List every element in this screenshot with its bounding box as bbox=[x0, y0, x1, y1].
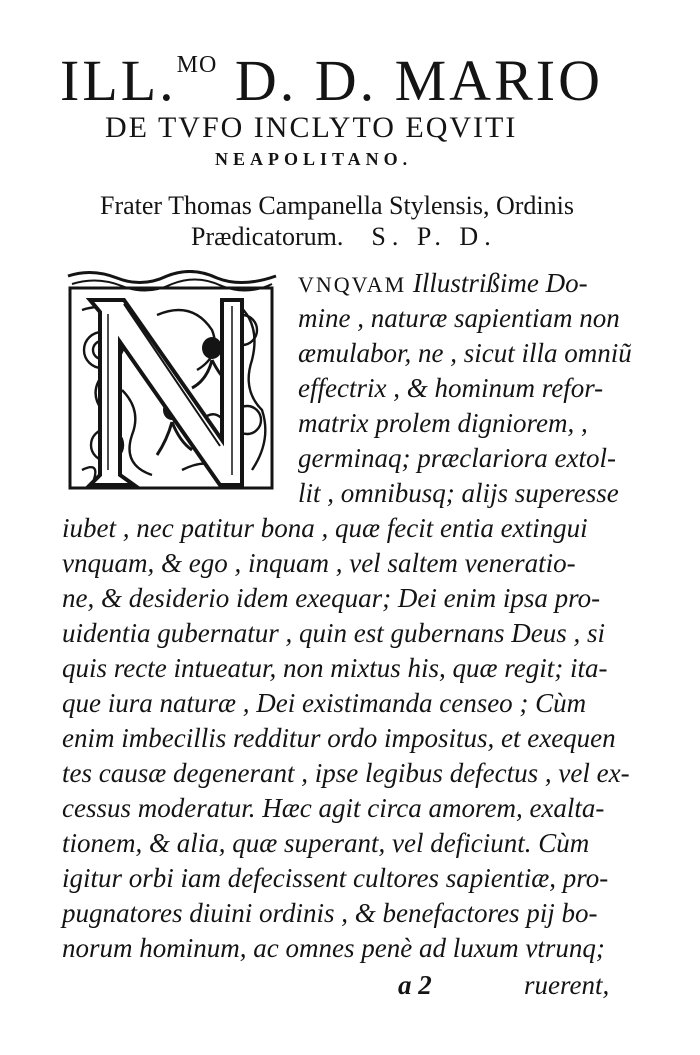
body-line-01 bbox=[298, 270, 588, 297]
salutation-line1: Frater Thomas Campanella Stylensis, Ordinis bbox=[100, 191, 574, 220]
body-line-08: iubet , nec patitur bona , quæ fecit entia extingui bbox=[62, 513, 588, 543]
title-superscript: MO bbox=[176, 52, 218, 78]
body-line-19: pugnatores diuini ordinis , & benefactores pij bo- bbox=[62, 898, 598, 928]
catchword: ruerent, bbox=[524, 970, 610, 1000]
body-line-18: igitur orbi iam defecissent cultores sapientiæ, pro- bbox=[62, 863, 609, 893]
body-line-14: enim imbecillis redditur ordo impositus, et exequen bbox=[62, 723, 616, 753]
body-line-12: quis recte intueatur, non mixtus his, quæ regit; ita- bbox=[62, 653, 608, 683]
body-line-05: matrix prolem digniorem, , bbox=[298, 408, 588, 438]
body-line-11: uidentia gubernatur , quin est gubernans Deus , si bbox=[62, 618, 605, 648]
incipit-rest: Illustrißime Do- bbox=[406, 268, 588, 298]
body-line-13: que iura naturæ , Dei existimanda censeo ; Cùm bbox=[62, 688, 587, 718]
body-line-10: ne, & desiderio idem exequar; Dei enim ipsa pro- bbox=[62, 583, 601, 613]
body-line-16: cessus moderatur. Hæc agit circa amorem, exalta- bbox=[62, 793, 605, 823]
body-line-09: vnquam, & ego , inquam , vel saltem veneratio- bbox=[62, 548, 576, 578]
salutation-spd: S. P. D. bbox=[371, 222, 497, 251]
salutation-order: Prædicatorum. bbox=[191, 222, 344, 251]
dedication-title-line3: NEAPOLITANO. bbox=[215, 149, 413, 169]
dedication-title-line1 bbox=[60, 48, 603, 113]
signature-mark: a 2 bbox=[398, 970, 432, 1000]
decorated-initial-icon bbox=[62, 270, 282, 495]
body-line-06: germinaq; præclariora extol- bbox=[298, 443, 616, 473]
title-ill: ILL. bbox=[60, 48, 177, 113]
body-line-20: norum hominum, ac omnes penè ad luxum vtrunq; bbox=[62, 933, 605, 963]
incipit-caps: VNQVAM bbox=[298, 272, 407, 297]
body-line-15: tes causæ degenerant , ipse legibus defectus , vel ex- bbox=[62, 758, 630, 788]
body-line-07: lit , omnibusq; alijs superesse bbox=[298, 478, 619, 508]
body-line-02: mine , naturæ sapientiam non bbox=[298, 303, 620, 333]
salutation-line2 bbox=[191, 224, 497, 250]
body-line-04: effectrix , & hominum refor- bbox=[298, 373, 604, 403]
body-line-03: æmulabor, ne , sicut illa omniũ bbox=[298, 338, 632, 368]
dedication-title-line2: DE TVFO INCLYTO EQVITI bbox=[105, 111, 518, 144]
title-name: D. D. MARIO bbox=[234, 48, 603, 113]
body-line-17: tionem, & alia, quæ superant, vel deficiunt. Cùm bbox=[62, 828, 590, 858]
